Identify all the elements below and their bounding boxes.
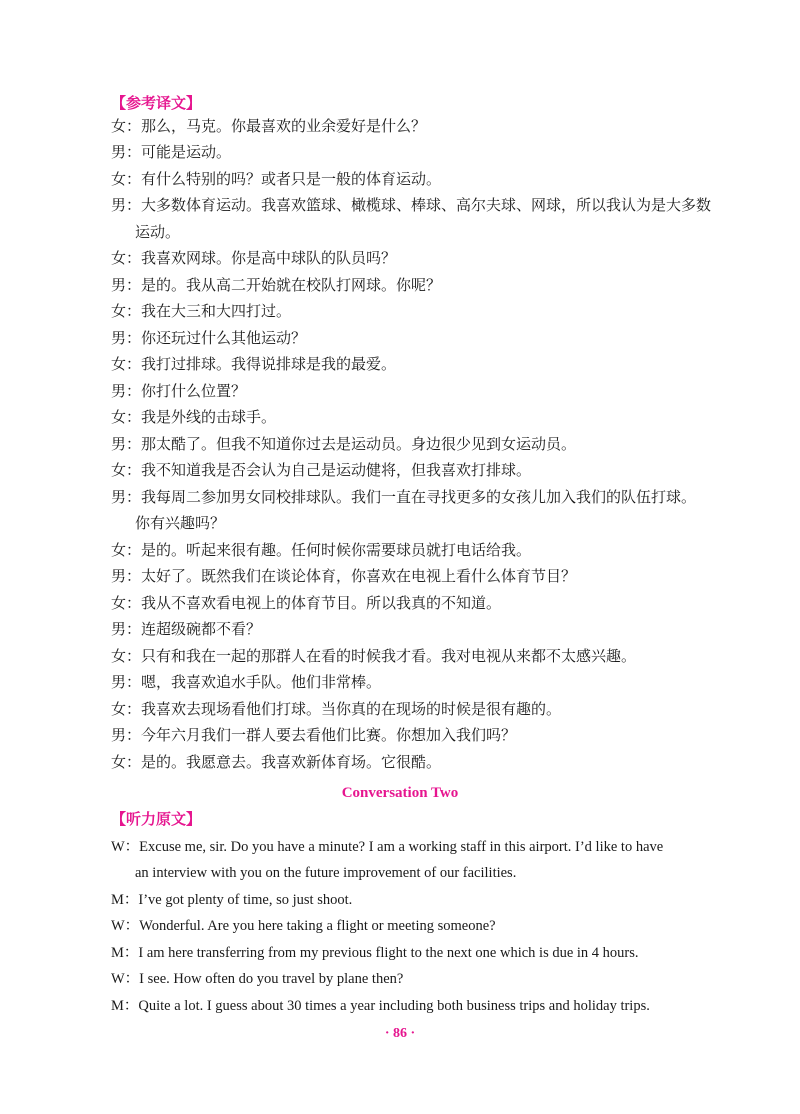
translation-heading: 【参考译文】	[111, 94, 202, 112]
transcript-line: M：I am here transferring from my previous flight to the next one which is due in 4 hours.	[111, 945, 639, 961]
translation-line: 男：大多数体育运动。我喜欢篮球、橄榄球、棒球、高尔夫球、网球，所以我认为是大多数	[111, 196, 712, 214]
translation-line-continuation: 你有兴趣吗？	[135, 514, 226, 532]
translation-line: 男：是的。我从高二开始就在校队打网球。你呢？	[111, 276, 442, 294]
translation-line-continuation: 运动。	[135, 223, 181, 241]
translation-line: 男：你还玩过什么其他运动？	[111, 329, 307, 347]
translation-line: 女：是的。听起来很有趣。任何时候你需要球员就打电话给我。	[111, 541, 532, 559]
translation-line: 男：可能是运动。	[111, 143, 232, 161]
transcript-line: W：I see. How often do you travel by plane then?	[111, 971, 404, 987]
translation-line: 男：今年六月我们一群人要去看他们比赛。你想加入我们吗？	[111, 726, 517, 744]
translation-line: 男：太好了。既然我们在谈论体育，你喜欢在电视上看什么体育节目？	[111, 567, 577, 585]
translation-line: 女：我在大三和大四打过。	[111, 302, 292, 320]
translation-line: 女：有什么特别的吗？或者只是一般的体育运动。	[111, 170, 442, 188]
page-number: · 86 ·	[384, 1026, 416, 1041]
transcript-line: M：I’ve got plenty of time, so just shoot.	[111, 892, 353, 908]
translation-line: 女：我从不喜欢看电视上的体育节目。所以我真的不知道。	[111, 594, 502, 612]
translation-line: 女：是的。我愿意去。我喜欢新体育场。它很酷。	[111, 753, 442, 771]
translation-line: 女：只有和我在一起的那群人在看的时候我才看。我对电视从来都不太感兴趣。	[111, 647, 637, 665]
translation-line: 女：我打过排球。我得说排球是我的最爱。	[111, 355, 397, 373]
translation-line: 女：我是外线的击球手。	[111, 408, 277, 426]
translation-line: 男：我每周二参加男女同校排球队。我们一直在寻找更多的女孩儿加入我们的队伍打球。	[111, 488, 697, 506]
transcript-line: W：Wonderful. Are you here taking a flight or meeting someone?	[111, 918, 496, 934]
translation-line: 女：我不知道我是否会认为自己是运动健将，但我喜欢打排球。	[111, 461, 532, 479]
transcript-line-continuation: an interview with you on the future improvement of our facilities.	[135, 865, 517, 881]
translation-line: 女：我喜欢去现场看他们打球。当你真的在现场的时候是很有趣的。	[111, 700, 562, 718]
transcript-line: W：Excuse me, sir. Do you have a minute? I am a working staff in this airport. I’d like to have	[111, 839, 664, 855]
conversation-title: Conversation Two	[341, 785, 459, 801]
translation-line: 女：那么，马克。你最喜欢的业余爱好是什么？	[111, 117, 427, 135]
translation-line: 男：那太酷了。但我不知道你过去是运动员。身边很少见到女运动员。	[111, 435, 577, 453]
translation-line: 女：我喜欢网球。你是高中球队的队员吗？	[111, 249, 397, 267]
transcript-heading: 【听力原文】	[111, 810, 202, 828]
translation-line: 男：你打什么位置？	[111, 382, 247, 400]
translation-line: 男：连超级碗都不看？	[111, 620, 262, 638]
transcript-line: M：Quite a lot. I guess about 30 times a year including both business trips and holiday trips.	[111, 998, 650, 1014]
translation-line: 男：嗯，我喜欢追水手队。他们非常棒。	[111, 673, 382, 691]
